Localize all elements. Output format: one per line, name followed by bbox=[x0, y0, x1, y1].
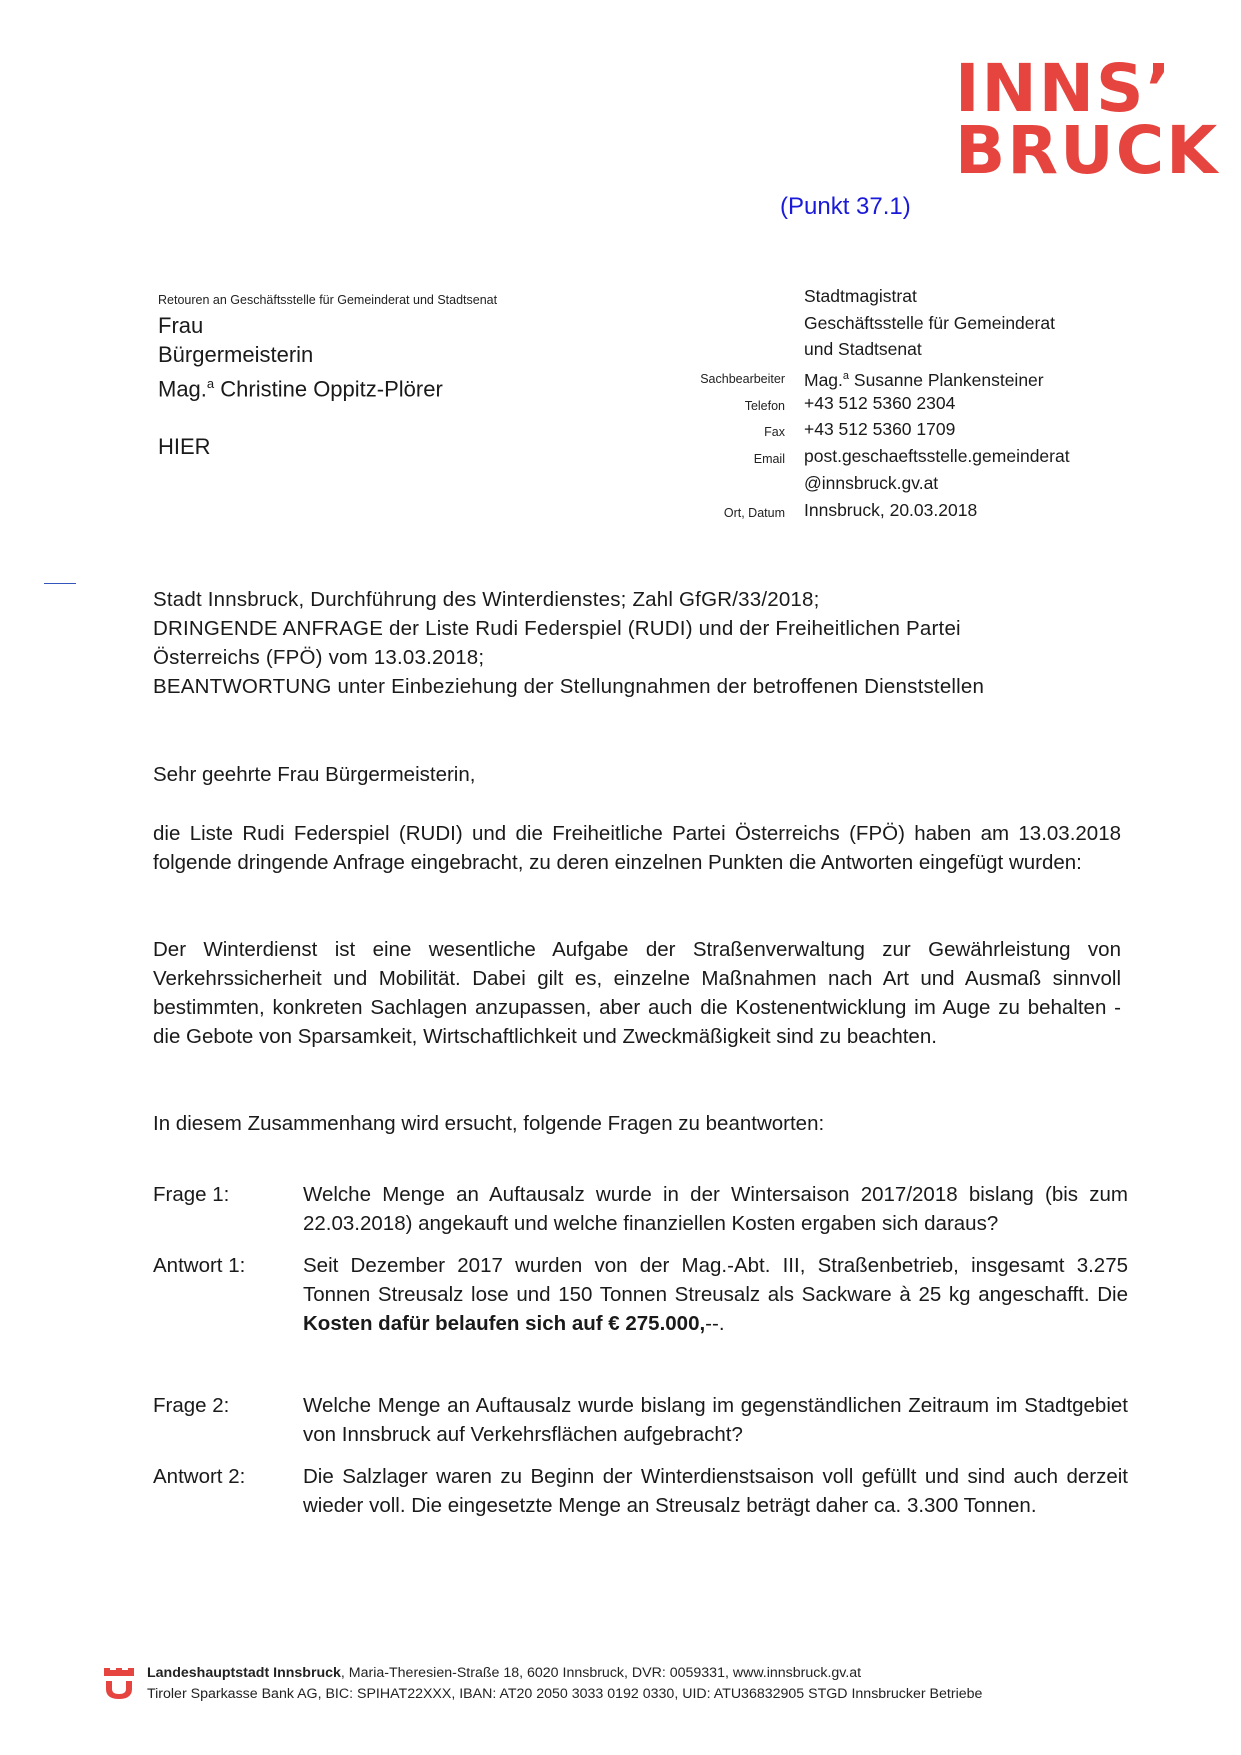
question-2-label: Frage 2: bbox=[153, 1394, 230, 1417]
clerk-prefix: Mag. bbox=[804, 369, 843, 390]
recipient-location: HIER bbox=[158, 434, 211, 460]
question-2-text: Welche Menge an Auftausalz wurde bislang im gegenständlichen Zeitraum im Stadtgebiet von Innsbruck auf Verkehrsflächen aufgebracht? bbox=[303, 1394, 1128, 1446]
footer-line-1 bbox=[147, 1663, 982, 1684]
recipient-name-rest: Christine Oppitz-Plörer bbox=[214, 376, 443, 402]
subject-line-4: BEANTWORTUNG unter Einbeziehung der Stellungnahmen der betroffenen Dienststellen bbox=[153, 675, 985, 698]
recipient-address bbox=[158, 311, 443, 461]
footer-org: Landeshauptstadt Innsbruck bbox=[147, 1665, 341, 1681]
sender-email-2: @innsbruck.gv.at bbox=[804, 472, 939, 493]
question-1-label: Frage 1: bbox=[153, 1183, 230, 1206]
clerk-sup: a bbox=[842, 370, 850, 383]
label-clerk: Sachbearbeiter bbox=[700, 372, 785, 387]
answer-1-body: Seit Dezember 2017 wurden von der Mag.-Abt. III, Straßenbetrieb, insgesamt 3.275 Tonnen Streusalz lose und 150 Tonnen Streusalz als Sackware à 25 kg angeschafft. Die bbox=[303, 1254, 1128, 1306]
answer-2-text: Die Salzlager waren zu Beginn der Winterdienstsaison voll gefüllt und sind auch derzeit wieder voll. Die eingesetzte Menge an Streusalz beträgt daher ca. 3.300 Tonnen. bbox=[303, 1465, 1128, 1517]
clerk-rest: Susanne Plankensteiner bbox=[849, 369, 1044, 390]
question-1-text: Welche Menge an Auftausalz wurde in der Wintersaison 2017/2018 bislang (bis zum 22.03.2018) angekauft und welche finanziellen Kosten ergaben sich daraus? bbox=[303, 1183, 1128, 1235]
label-date: Ort, Datum bbox=[723, 505, 785, 520]
sender-org-1: Stadtmagistrat bbox=[804, 286, 917, 306]
sender-org-2: Geschäftsstelle für Gemeinderat bbox=[804, 312, 1055, 333]
innsbruck-logo bbox=[955, 50, 1220, 189]
subject-line-3: Österreichs (FPÖ) vom 13.03.2018; bbox=[153, 646, 485, 669]
sender-email-1: post.geschaeftsstelle.gemeinderat bbox=[804, 446, 1070, 467]
subject-line-2: DRINGENDE ANFRAGE der Liste Rudi Federspiel (RUDI) und der Freiheitlichen Partei bbox=[153, 617, 961, 640]
recipient-name bbox=[158, 369, 443, 403]
answer-1-label: Antwort 1: bbox=[153, 1254, 246, 1277]
footer bbox=[147, 1663, 982, 1705]
label-fax: Fax bbox=[764, 425, 785, 440]
winterdienst-paragraph: Der Winterdienst ist eine wesentliche Aufgabe der Straßenverwaltung zur Gewährleistung von Verkehrssicherheit und Mobilität. Dabei gilt es, einzelne Maßnahmen nach Art und Ausmaß sinnvoll bestimmten, konkreten Sachlagen anzupassen, aber auch die Kostenentwicklung im Auge zu behalten - die Gebote von Sparsamkeit, Wirtschaftlichkeit und Zweckmäßigkeit sind zu beachten. bbox=[153, 938, 1121, 1048]
recipient-salutation: Frau bbox=[158, 313, 204, 338]
subject-block bbox=[153, 585, 1121, 701]
agenda-point: (Punkt 37.1) bbox=[780, 193, 911, 220]
sender-org-3: und Stadtsenat bbox=[804, 339, 922, 360]
answer-1-cost: Kosten dafür belaufen sich auf € 275.000, bbox=[303, 1312, 706, 1335]
answer-2-label: Antwort 2: bbox=[153, 1465, 246, 1488]
footer-line-2: Tiroler Sparkasse Bank AG, BIC: SPIHAT22XXX, IBAN: AT20 2050 3033 0192 0330, UID: ATU36832905 STGD Innsbrucker Betriebe bbox=[147, 1686, 983, 1702]
logo-line-2: BRUCK bbox=[955, 112, 1220, 189]
intro-paragraph: die Liste Rudi Federspiel (RUDI) und die Freiheitliche Partei Österreichs (FPÖ) haben am 13.03.2018 folgende dringende Anfrage eingebracht, zu deren einzelnen Punkten die Antworten eingefügt wurden: bbox=[153, 822, 1121, 874]
sender-clerk bbox=[804, 363, 1070, 390]
sender-labels bbox=[620, 283, 785, 523]
subject-line-1: Stadt Innsbruck, Durchführung des Winterdienstes; Zahl GfGR/33/2018; bbox=[153, 588, 820, 611]
sender-phone: +43 512 5360 2304 bbox=[804, 392, 956, 413]
footer-address: , Maria-Theresien-Straße 18, 6020 Innsbruck, DVR: 0059331, www.innsbruck.gv.at bbox=[340, 1665, 862, 1681]
questions-intro: In diesem Zusammenhang wird ersucht, folgende Fragen zu beantworten: bbox=[153, 1112, 825, 1135]
fold-mark bbox=[44, 583, 76, 584]
recipient-name-sup: a bbox=[206, 376, 215, 391]
sender-info bbox=[804, 283, 1070, 523]
return-address-note: Retouren an Geschäftsstelle für Gemeinderat und Stadtsenat bbox=[158, 293, 498, 307]
logo-line-1: INNS’ bbox=[955, 50, 1173, 127]
label-email: Email bbox=[753, 452, 785, 467]
sender-fax: +43 512 5360 1709 bbox=[804, 419, 956, 440]
label-phone: Telefon bbox=[744, 398, 785, 413]
answer-1-text bbox=[303, 1251, 1128, 1338]
recipient-name-prefix: Mag. bbox=[158, 376, 207, 402]
greeting: Sehr geehrte Frau Bürgermeisterin, bbox=[153, 763, 476, 786]
answer-1-tail: --. bbox=[705, 1312, 725, 1335]
sender-date: Innsbruck, 20.03.2018 bbox=[804, 499, 978, 520]
city-crest-icon bbox=[104, 1667, 134, 1706]
recipient-title: Bürgermeisterin bbox=[158, 342, 314, 367]
